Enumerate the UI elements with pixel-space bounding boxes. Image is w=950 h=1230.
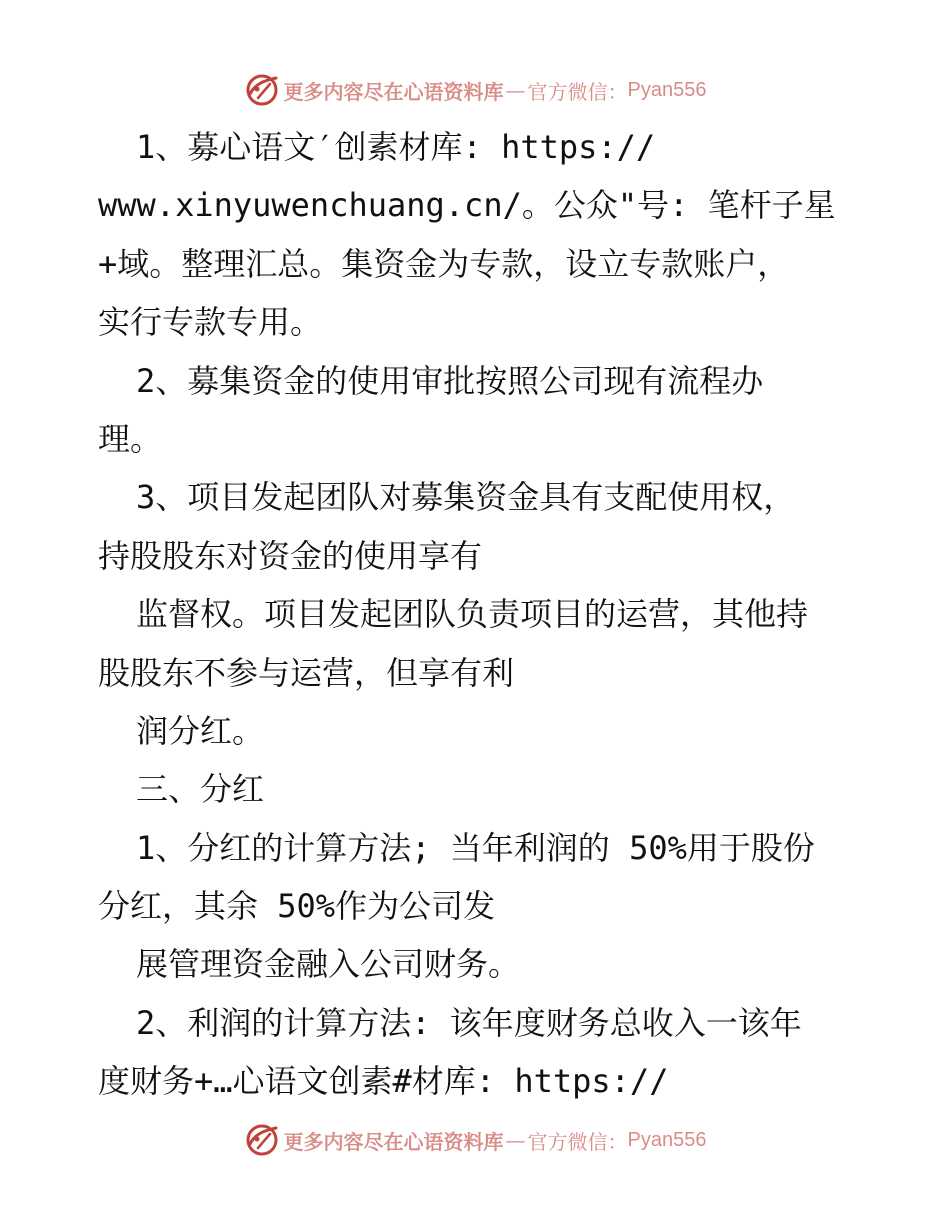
text-line: 分红，其余 50%作为公司发 xyxy=(98,887,496,926)
brand-logo-icon xyxy=(244,1122,280,1158)
text-line: www.xinyuwenchuang.cn/。公众"号: 笔杆子星 xyxy=(98,186,836,225)
header-watermark-banner xyxy=(0,70,950,110)
banner-dash: — xyxy=(505,1128,526,1152)
banner-main-text: 更多内容尽在心语资料库 xyxy=(283,79,504,104)
text-line: 1、募心语文′创素材库: https:// xyxy=(136,128,656,166)
banner-dash: — xyxy=(505,78,526,102)
text-line: 股股东不参与运营，但享有利 xyxy=(98,653,515,692)
text-line: 实行专款专用。 xyxy=(98,303,323,342)
text-line: 监督权。项目发起团队负责项目的运营，其他持 xyxy=(136,595,809,634)
banner-main-text: 更多内容尽在心语资料库 xyxy=(283,1129,504,1154)
text-line: 持股股东对资金的使用享有 xyxy=(98,536,483,575)
banner-wechat-label: 官方微信： xyxy=(527,79,628,104)
text-line: 三、分红 xyxy=(136,770,265,809)
banner-wechat-id: Pyan556 xyxy=(627,1128,707,1151)
text-line: 1、分红的计算方法; 当年利润的 50%用于股份 xyxy=(136,828,815,867)
document-body xyxy=(98,118,868,1111)
banner-wechat-label: 官方微信： xyxy=(527,1129,628,1154)
footer-watermark-banner xyxy=(0,1120,950,1160)
brand-logo-icon xyxy=(244,72,280,108)
text-line: 3、项目发起团队对募集资金具有支配使用权， xyxy=(136,478,796,517)
text-line: 2、募集资金的使用审批按照公司现有流程办 xyxy=(136,361,764,400)
text-line: 2、利润的计算方法: 该年度财务总收入一该年 xyxy=(136,1003,802,1042)
banner-wechat-id: Pyan556 xyxy=(627,78,707,101)
text-line: +域。整理汇总。集资金为专款，设立专款账户， xyxy=(98,244,790,283)
text-line: 理。 xyxy=(98,419,163,458)
text-line: 展管理资金融入公司财务。 xyxy=(136,945,521,984)
text-line: 润分红。 xyxy=(136,711,265,750)
text-line: 度财务+…心语文创素#材库: https:// xyxy=(98,1062,669,1101)
